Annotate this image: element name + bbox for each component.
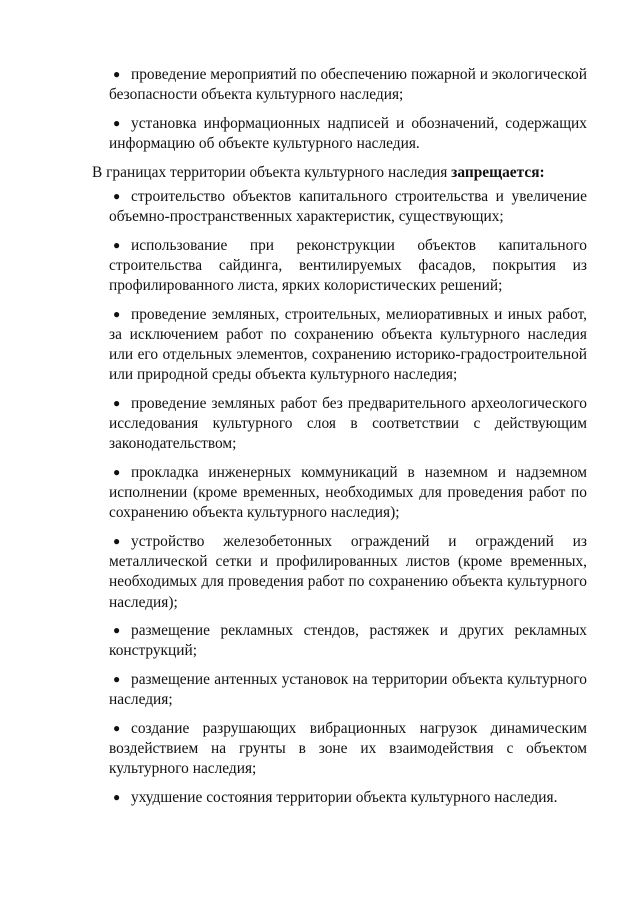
list-item bbox=[109, 718, 587, 780]
bullet-icon: ● bbox=[113, 396, 121, 410]
list-item-text: размещение рекламных стендов, растяжек и других рекламных конструкций; bbox=[109, 622, 587, 660]
list-item bbox=[109, 113, 587, 154]
list-item-text: устройство железобетонных ограждений и ограждений из металлической сетки и профилированных листов (кроме временных, необходимых для проведения работ по сохранению объекта культурного наследия); bbox=[109, 533, 587, 611]
bullet-icon: ● bbox=[113, 306, 121, 321]
list-item-text: проведение мероприятий по обеспечению пожарной и экологической безопасности объекта культурного наследия; bbox=[109, 66, 587, 104]
list-item bbox=[109, 64, 587, 105]
intro-text: В границах территории объекта культурного наследия bbox=[92, 164, 452, 181]
bullet-icon: ● bbox=[113, 189, 121, 203]
list-item bbox=[109, 620, 587, 661]
list-item bbox=[109, 235, 587, 297]
list-item-text: размещение антенных установок на территории объекта культурного наследия; bbox=[109, 671, 587, 709]
list-item bbox=[109, 186, 587, 227]
intro-emphasis: запрещается: bbox=[451, 164, 545, 181]
list-item-text: создание разрушающих вибрационных нагрузок динамическим воздействием на грунты в зоне их взаимодействия с объектом культурного наследия; bbox=[109, 719, 587, 778]
list-item-text: использование при реконструкции объектов капитального строительства сайдинга, вентилируемых фасадов, покрытия из профилированного листа, ярких колористических решений; bbox=[109, 236, 587, 295]
bullet-icon: ● bbox=[113, 465, 121, 479]
list-item-text: проведение земляных работ без предварительного археологического исследования культурного слоя в соответствии с действующим законодательством; bbox=[109, 395, 587, 453]
list-item bbox=[109, 462, 587, 524]
bullet-icon: ● bbox=[113, 67, 121, 81]
bullet-icon: ● bbox=[113, 237, 121, 252]
bullet-icon: ● bbox=[113, 115, 121, 130]
section-intro bbox=[92, 163, 592, 183]
list-item bbox=[109, 669, 587, 710]
list-item-text: проведение земляных, строительных, мелиоративных и иных работ, за исключением работ по сохранению объекта культурного наследия или его отдельных элементов, сохранению историко-градостроительной или природной среды объекта культурного наследия; bbox=[109, 305, 587, 384]
list-item-text: строительство объектов капитального строительства и увеличение объемно-пространственных характеристик, существующих; bbox=[109, 188, 587, 226]
bullet-icon: ● bbox=[113, 623, 121, 638]
bullet-icon: ● bbox=[113, 672, 121, 686]
list-item-text: ухудшение состояния территории объекта культурного наследия. bbox=[131, 788, 558, 806]
bullet-icon: ● bbox=[113, 534, 121, 548]
bullet-icon: ● bbox=[113, 789, 121, 804]
list-item bbox=[109, 393, 587, 455]
list-item-text: установка информационных надписей и обозначений, содержащих информацию об объекте культурного наследия. bbox=[109, 114, 587, 152]
bullet-icon: ● bbox=[113, 720, 121, 735]
list-item bbox=[109, 304, 587, 386]
list-item bbox=[109, 531, 587, 613]
list-item bbox=[109, 787, 587, 808]
permitted-actions-list bbox=[109, 64, 587, 162]
prohibited-actions-list bbox=[109, 186, 587, 815]
list-item-text: прокладка инженерных коммуникаций в наземном и надземном исполнении (кроме временных, необходимых для проведения работ по сохранению объекта культурного наследия); bbox=[109, 464, 587, 522]
